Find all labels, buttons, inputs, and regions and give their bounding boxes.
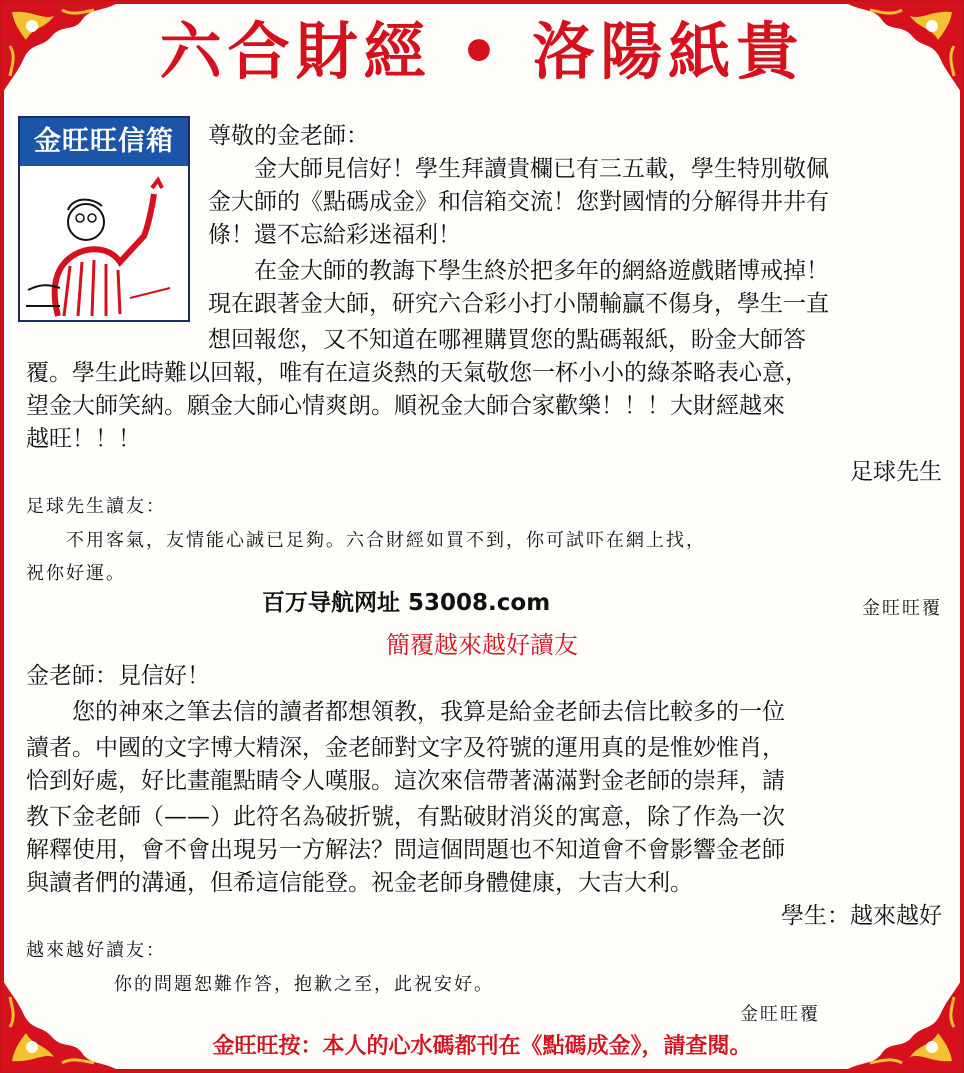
section-subheading: 簡覆越來越好讀友 [386, 631, 578, 659]
letter1-salutation: 尊敬的金老師： [208, 123, 369, 149]
letter1-line: 越旺！！！ [26, 426, 141, 452]
footer-note: 金旺旺按：本人的心水碼都刊在《點碼成金》，請查閱。 [212, 1034, 752, 1059]
letter2-line: 解釋使用，會不會出現另一方解法？問這個問題也不知道會不會影響金老師 [26, 837, 785, 863]
letter2-signature: 學生：越來越好 [781, 903, 942, 929]
letter2-salutation: 金老師：見信好！ [26, 663, 210, 689]
reply1-line: 祝你好運。 [26, 563, 126, 584]
column-badge: 金旺旺信箱 [20, 118, 188, 166]
reply1-salutation: 足球先生讀友： [26, 496, 166, 517]
column-badge-box [18, 116, 190, 322]
letter1-line: 條！還不忘給彩迷福利！ [208, 222, 461, 248]
letter2-line: 讀者。中國的文字博大精深，金老師對文字及符號的運用真的是惟妙惟肖， [26, 735, 785, 761]
reply2-signature: 金旺旺覆 [740, 1004, 820, 1025]
reply1-line: 不用客氣，友情能心誠已足夠。六合財經如買不到，你可試吓在網上找， [26, 530, 706, 551]
letter1-line: 覆。學生此時難以回報，唯有在這炎熱的天氣敬您一杯小小的綠茶略表心意， [26, 360, 808, 386]
letter2-line: 您的神來之筆去信的讀者都想領教，我算是給金老師去信比較多的一位 [26, 699, 785, 725]
reply2-line: 你的問題恕難作答，抱歉之至，此祝安好。 [74, 974, 494, 995]
letter1-line: 現在跟著金大師，研究六合彩小打小鬧輸贏不傷身，學生一直 [208, 291, 829, 317]
letter1-line: 想回報您，又不知道在哪裡購買您的點碼報紙，盼金大師答 [208, 327, 806, 353]
letter2-line: 與讀者們的溝通，但希這信能登。祝金老師身體健康，大吉大利。 [26, 870, 693, 896]
reply1-signature: 金旺旺覆 [862, 598, 942, 619]
reply2-salutation: 越來越好讀友： [26, 940, 166, 961]
page-title: 六合財經 • 洛陽紙貴 [159, 15, 805, 88]
letter1-line: 在金大師的教誨下學生終於把多年的網絡遊戲賭博戒掉！ [208, 258, 829, 284]
website-banner: 百万导航网址 53008.com [262, 590, 551, 616]
letter1-line: 金大師的《點碼成金》和信箱交流！您對國情的分解得井井有 [208, 189, 829, 215]
letter1-line: 金大師見信好！學生拜讀貴欄已有三五載，學生特別敬佩 [208, 156, 829, 182]
letter2-line: 教下金老師（——）此符名為破折號，有點破財消災的寓意，除了作為一次 [26, 804, 785, 830]
teacher-illustration-icon [20, 166, 188, 320]
letter1-signature: 足球先生 [850, 459, 942, 485]
letter2-line: 恰到好處，好比畫龍點睛令人嘆服。這次來信帶著滿滿對金老師的崇拜，請 [26, 768, 785, 794]
letter1-line: 望金大師笑納。願金大師心情爽朗。順祝金大師合家歡樂！！！大財經越來 [26, 393, 785, 419]
